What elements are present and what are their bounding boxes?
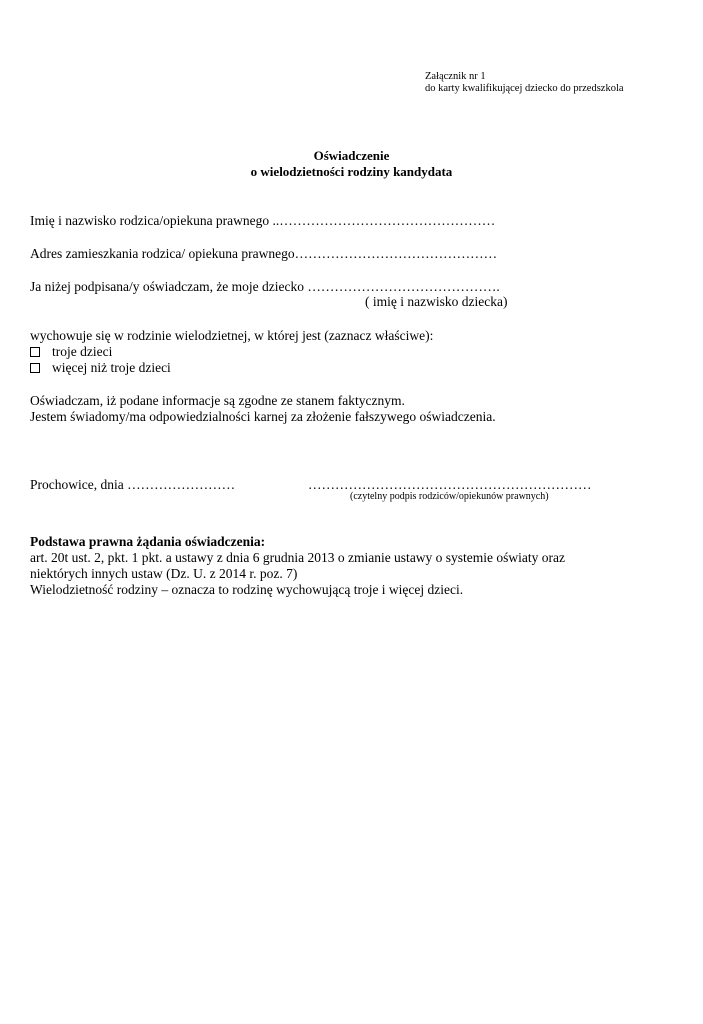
attachment-label: Załącznik nr 1 [425,71,486,82]
attachment-subtitle: do karty kwalifikującej dziecko do przedszkola [425,83,624,94]
parent-name-field: Imię i nazwisko rodzica/opiekuna prawnego ..………………………………………… [30,213,496,228]
signature-line: ……………………………………………………… [308,477,592,492]
document-subtitle: o wielodzietności rodziny kandydata [250,164,453,179]
checkbox-icon[interactable] [30,363,40,373]
family-intro: wychowuje się w rodzinie wielodzietnej, w której jest (zaznacz właściwe): [30,328,434,343]
legal-heading: Podstawa prawna żądania oświadczenia: [30,534,266,549]
statement-line-2: Jestem świadomy/ma odpowiedzialności karnej za złożenie fałszywego oświadczenia. [30,409,496,424]
legal-line-2: niektórych innych ustaw (Dz. U. z 2014 r. poz. 7) [30,566,298,581]
option-label: więcej niż troje dzieci [52,360,171,375]
document-title: Oświadczenie [313,148,390,163]
legal-line-1: art. 20t ust. 2, pkt. 1 pkt. a ustawy z dnia 6 grudnia 2013 o zmianie ustawy o systemie oświaty oraz [30,550,566,565]
checkbox-icon[interactable] [30,347,40,357]
signature-hint: (czytelny podpis rodziców/opiekunów prawnych) [350,491,549,502]
place-date-field: Prochowice, dnia …………………… [30,477,236,492]
option-more-than-three[interactable] [30,359,171,376]
address-field: Adres zamieszkania rodzica/ opiekuna prawnego……………………………………… [30,246,498,261]
statement-line-1: Oświadczam, iż podane informacje są zgodne ze stanem faktycznym. [30,393,405,408]
option-three-children[interactable] [30,343,112,360]
child-name-hint: ( imię i nazwisko dziecka) [365,294,508,309]
legal-line-3: Wielodzietność rodziny – oznacza to rodzinę wychowującą troje i więcej dzieci. [30,582,464,597]
option-label: troje dzieci [52,344,113,359]
declaration-field: Ja niżej podpisana/y oświadczam, że moje dziecko ……………………………………. [30,279,500,294]
